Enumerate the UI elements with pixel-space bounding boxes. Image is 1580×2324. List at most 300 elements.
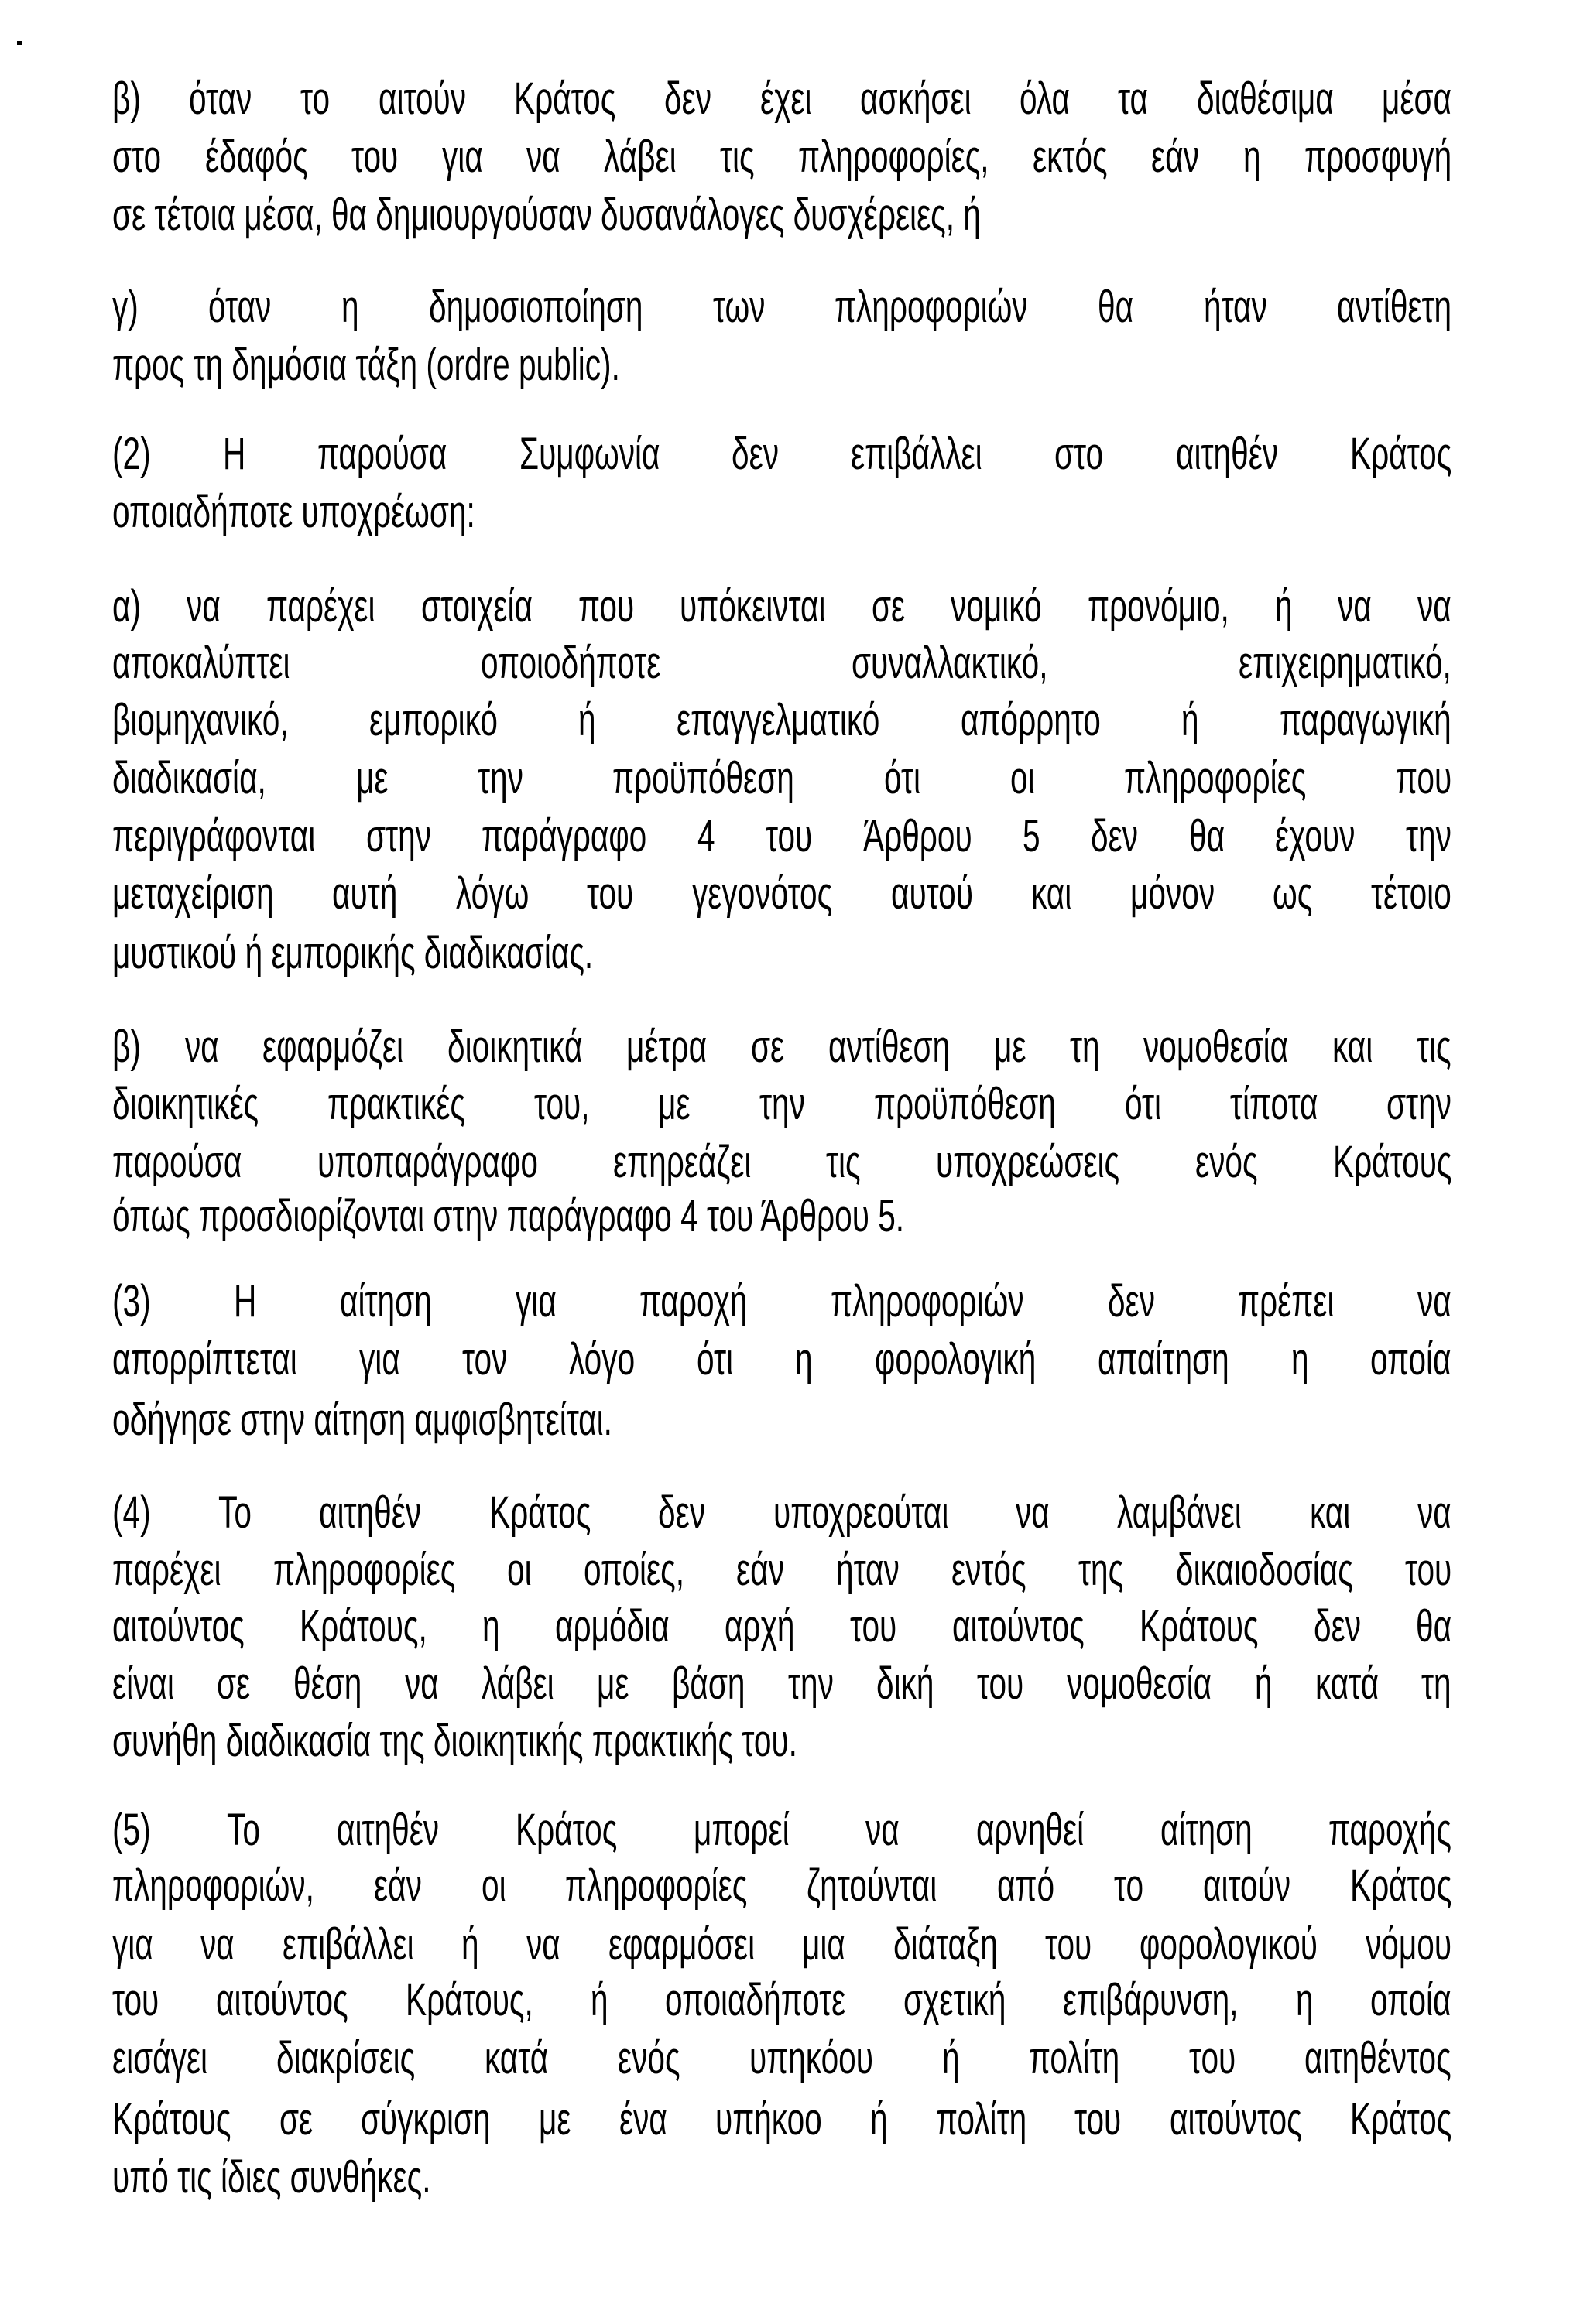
- word-glyphs: οποιοδήποτε: [481, 638, 661, 688]
- word: [619, 2093, 667, 2147]
- line-text: υπό τις ίδιες συνθήκες.: [112, 2152, 431, 2202]
- word: [1350, 1859, 1451, 1913]
- word-glyphs: απορρίπτεται: [112, 1334, 297, 1384]
- word: [327, 1077, 465, 1131]
- text-line: [112, 1486, 1451, 1540]
- word: [749, 2031, 873, 2086]
- word-glyphs: εάν: [736, 1545, 785, 1595]
- word: [773, 1486, 948, 1540]
- word: [1396, 751, 1451, 806]
- word-glyphs: τις: [826, 1137, 862, 1187]
- word-glyphs: σε: [871, 581, 905, 631]
- word-glyphs: τίποτα: [1229, 1079, 1318, 1129]
- word: [759, 1077, 805, 1131]
- word-glyphs: δεν: [1091, 811, 1139, 861]
- word-glyphs: είναι: [112, 1658, 174, 1709]
- word-glyphs: λάβει: [482, 1658, 554, 1709]
- word-glyphs: παράγραφο: [482, 811, 647, 861]
- word-glyphs: πρέπει: [1238, 1276, 1335, 1326]
- word-glyphs: τις: [1417, 1022, 1451, 1072]
- word-glyphs: επαγγελματικό: [677, 695, 880, 745]
- word: [200, 1918, 235, 1972]
- word-glyphs: και: [1309, 1487, 1350, 1538]
- word-glyphs: απόρρητο: [961, 695, 1101, 745]
- line-text: [112, 751, 1451, 806]
- word-glyphs: Κράτους: [1332, 1137, 1451, 1187]
- word: [720, 130, 755, 184]
- word-glyphs: Κράτος: [514, 74, 616, 124]
- word-glyphs: οι: [507, 1545, 532, 1595]
- word: [876, 1657, 934, 1711]
- word-glyphs: της: [1078, 1545, 1124, 1595]
- line-text: [112, 1600, 1451, 1654]
- word: [891, 867, 973, 921]
- word: [1078, 1543, 1123, 1597]
- word-glyphs: παρούσα: [317, 429, 447, 479]
- word-glyphs: λάβει: [604, 132, 677, 182]
- word-glyphs: αντίθετη: [1336, 282, 1451, 332]
- word: [482, 1859, 506, 1913]
- line-text: οποιαδήποτε υποχρέωση:: [112, 487, 475, 537]
- word-glyphs: βάση: [672, 1658, 745, 1709]
- text-line: [112, 2151, 1451, 2205]
- word-glyphs: διοικητικές: [112, 1079, 259, 1129]
- word-glyphs: ένα: [619, 2094, 667, 2144]
- word-glyphs: β): [112, 74, 141, 124]
- word: [976, 1803, 1084, 1857]
- text-line: [112, 751, 1451, 806]
- word: [936, 1135, 1119, 1189]
- word-glyphs: διάταξη: [893, 1919, 998, 1970]
- word-glyphs: σε: [750, 1022, 785, 1072]
- word: [1255, 1657, 1273, 1711]
- word: [977, 1657, 1023, 1711]
- word-glyphs: ενός: [1194, 1137, 1258, 1187]
- word: [374, 1859, 422, 1913]
- word-glyphs: πολίτη: [935, 2094, 1026, 2144]
- line-text: σε τέτοια μέσα, θα δημιουργούσαν δυσανάλογες δυσχέρειες, ή: [112, 190, 981, 240]
- word: [658, 1077, 690, 1131]
- word: [319, 1486, 421, 1540]
- word: [1203, 1859, 1290, 1913]
- word-glyphs: σε: [279, 2094, 313, 2144]
- word: [526, 130, 560, 184]
- word-glyphs: Κράτος: [1349, 2094, 1451, 2144]
- word-glyphs: Κράτους: [1139, 1601, 1259, 1651]
- word: [1371, 867, 1451, 921]
- word-glyphs: αιτούντος: [951, 1601, 1085, 1651]
- line-text: [112, 636, 1451, 690]
- word-glyphs: πληροφοριών: [831, 1276, 1024, 1326]
- word-glyphs: ή: [869, 2094, 888, 2144]
- text-line: [112, 1333, 1451, 1387]
- word: [1054, 427, 1103, 481]
- word-glyphs: επιβάλλει: [851, 429, 983, 479]
- word-glyphs: να: [187, 581, 221, 631]
- word: [112, 809, 315, 864]
- word: [112, 1333, 297, 1387]
- word: [1063, 1973, 1238, 2028]
- word-glyphs: τις: [720, 132, 755, 182]
- word: [604, 130, 677, 184]
- word-glyphs: μόνον: [1129, 868, 1215, 919]
- word: [112, 1859, 314, 1913]
- word-glyphs: διοικητικά: [447, 1022, 583, 1072]
- word: [1304, 2031, 1451, 2086]
- word-glyphs: προϋπόθεση: [612, 753, 795, 803]
- word-glyphs: οποία: [1370, 1975, 1451, 2025]
- word-glyphs: του,: [533, 1079, 590, 1129]
- word: [1176, 427, 1278, 481]
- word: [694, 1803, 790, 1857]
- word: [1181, 693, 1199, 748]
- word-glyphs: πληροφορίες: [1123, 753, 1307, 803]
- word-glyphs: παρέχει: [112, 1545, 221, 1595]
- word-glyphs: με: [597, 1658, 629, 1709]
- word-glyphs: του: [1074, 2094, 1122, 2144]
- word: [1238, 1275, 1334, 1329]
- word-glyphs: κατά: [1314, 1658, 1379, 1709]
- line-text: [112, 1918, 1451, 1972]
- line-text: [112, 72, 1451, 126]
- word: [276, 2031, 415, 2086]
- word-glyphs: γεγονότος: [692, 868, 833, 919]
- word: [112, 1135, 242, 1189]
- text-line: [112, 1714, 1451, 1768]
- word: [208, 280, 271, 334]
- word: [279, 2093, 313, 2147]
- word-glyphs: υποχρεούται: [773, 1487, 948, 1538]
- word: [482, 1600, 500, 1654]
- word-glyphs: οι: [481, 1860, 506, 1911]
- word-glyphs: θα: [1098, 282, 1134, 332]
- word-glyphs: δική: [876, 1658, 934, 1709]
- text-line: [112, 130, 1451, 184]
- word: [555, 1600, 670, 1654]
- word-glyphs: με: [355, 753, 388, 803]
- word: [1273, 867, 1312, 921]
- word-glyphs: εάν: [373, 1860, 422, 1911]
- line-text: όπως προσδιορίζονται στην παράγραφο 4 του Άρθρου 5.: [112, 1191, 905, 1241]
- line-text: [112, 693, 1451, 748]
- word: [736, 1543, 784, 1597]
- word-glyphs: μέτρα: [626, 1022, 708, 1072]
- word-glyphs: του: [977, 1658, 1024, 1709]
- text-line: [112, 1600, 1451, 1654]
- word: [112, 1543, 221, 1597]
- word: [1124, 751, 1306, 806]
- word-glyphs: δεν: [658, 1487, 706, 1538]
- text-line: [112, 280, 1451, 334]
- word: [1421, 1657, 1451, 1711]
- line-text: [112, 130, 1451, 184]
- line-text: συνήθη διαδικασία της διοικητικής πρακτικής του.: [112, 1716, 797, 1766]
- word: [217, 1657, 250, 1711]
- word: [406, 1973, 533, 2028]
- word: [578, 580, 634, 634]
- word-glyphs: μέσα: [1381, 74, 1451, 124]
- word-glyphs: να: [526, 132, 560, 182]
- word-glyphs: επηρεάζει: [612, 1137, 752, 1187]
- word-glyphs: Κράτος: [1349, 1860, 1451, 1911]
- word-glyphs: έδαφός: [204, 132, 308, 182]
- line-text: [112, 1486, 1451, 1540]
- word: [1310, 1486, 1350, 1540]
- word: [1098, 1333, 1229, 1387]
- word-glyphs: αρνηθεί: [975, 1805, 1084, 1855]
- text-line: [112, 1918, 1451, 1972]
- word-glyphs: πληροφορίες: [272, 1545, 456, 1595]
- word: [112, 1275, 151, 1329]
- word-glyphs: παροχή: [639, 1276, 748, 1326]
- word: [850, 1600, 896, 1654]
- text-line: [112, 338, 1451, 392]
- word-glyphs: Άρθρου: [862, 811, 972, 861]
- word-glyphs: η: [1290, 1334, 1309, 1384]
- word: [405, 1657, 439, 1711]
- word-glyphs: ενός: [617, 2033, 680, 2083]
- word-glyphs: στην: [1386, 1079, 1451, 1129]
- word-glyphs: φορολογική: [874, 1334, 1037, 1384]
- word: [828, 1020, 950, 1074]
- word-glyphs: μεταχείριση: [112, 868, 274, 919]
- word: [273, 1543, 455, 1597]
- word: [612, 751, 794, 806]
- word: [1170, 2093, 1302, 2147]
- word-glyphs: τα: [1118, 74, 1149, 124]
- word: [485, 2031, 548, 2086]
- word-glyphs: προσφυγή: [1304, 132, 1452, 182]
- word: [766, 809, 812, 864]
- word: [692, 867, 832, 921]
- word: [507, 1543, 532, 1597]
- word-glyphs: υπόκεινται: [680, 581, 826, 631]
- word-glyphs: οποίες,: [584, 1545, 685, 1595]
- word: [713, 280, 765, 334]
- word: [884, 751, 920, 806]
- word: [597, 1657, 629, 1711]
- word: [481, 636, 660, 690]
- word-glyphs: η: [1295, 1975, 1314, 2025]
- word: [421, 580, 533, 634]
- word-glyphs: εντός: [951, 1545, 1027, 1595]
- word: [489, 1486, 591, 1540]
- word: [1151, 130, 1199, 184]
- word: [1280, 693, 1451, 748]
- word-glyphs: αιτηθέντος: [1304, 2033, 1451, 2083]
- word: [482, 1657, 554, 1711]
- word-glyphs: επιχειρηματικό,: [1239, 638, 1452, 688]
- text-line: [112, 485, 1451, 539]
- word-glyphs: που: [578, 581, 634, 631]
- word: [112, 751, 266, 806]
- word: [1031, 867, 1071, 921]
- word-glyphs: αρχή: [725, 1601, 795, 1651]
- word-glyphs: του: [351, 132, 399, 182]
- word-glyphs: ως: [1273, 868, 1313, 919]
- word-glyphs: στοιχεία: [420, 581, 533, 631]
- word: [851, 427, 982, 481]
- word-glyphs: δεν: [1107, 1276, 1155, 1326]
- word-glyphs: αιτηθέν: [337, 1805, 440, 1855]
- word-glyphs: την: [787, 1658, 834, 1709]
- word: [112, 1600, 245, 1654]
- word: [478, 751, 523, 806]
- word-glyphs: λόγο: [568, 1334, 636, 1384]
- word-glyphs: για: [441, 132, 483, 182]
- word-glyphs: κατά: [485, 2033, 549, 2083]
- word: [852, 636, 1048, 690]
- word-glyphs: Κράτους,: [300, 1601, 427, 1651]
- word: [112, 580, 141, 634]
- word: [539, 2093, 571, 2147]
- word: [361, 2093, 491, 2147]
- line-text: μυστικού ή εμπορικής διαδικασίας.: [112, 928, 594, 978]
- word: [300, 72, 330, 126]
- word: [1197, 72, 1334, 126]
- word-glyphs: φορολογικού: [1140, 1919, 1318, 1970]
- word: [482, 809, 646, 864]
- word-glyphs: την: [759, 1079, 805, 1129]
- word-glyphs: στο: [112, 132, 162, 182]
- word-glyphs: αυτού: [890, 868, 973, 919]
- word-glyphs: ή: [1254, 1658, 1273, 1709]
- word-glyphs: Η: [234, 1276, 257, 1326]
- word: [369, 693, 498, 748]
- word: [1070, 1020, 1100, 1074]
- word-glyphs: ή: [461, 1919, 479, 1970]
- word-glyphs: η: [1242, 132, 1261, 182]
- word-glyphs: ή: [1181, 695, 1199, 745]
- word-glyphs: ότι: [1124, 1079, 1161, 1129]
- word: [680, 580, 825, 634]
- word: [534, 1077, 590, 1131]
- word-glyphs: ότι: [883, 753, 920, 803]
- word: [1315, 1657, 1379, 1711]
- word: [1405, 1543, 1451, 1597]
- word: [1033, 130, 1108, 184]
- word: [725, 1600, 794, 1654]
- word-glyphs: του: [1045, 1919, 1092, 1970]
- word: [1366, 1918, 1451, 1972]
- word-glyphs: επιβάλλει: [282, 1919, 414, 1970]
- word: [461, 1918, 479, 1972]
- word: [760, 72, 812, 126]
- word: [860, 72, 972, 126]
- word-glyphs: αποκαλύπτει: [112, 638, 290, 688]
- word-glyphs: (4): [112, 1487, 151, 1538]
- line-text: [112, 1803, 1451, 1857]
- word-glyphs: εάν: [1151, 132, 1200, 182]
- word: [1275, 809, 1355, 864]
- word: [266, 580, 375, 634]
- word: [1328, 1803, 1451, 1857]
- word-glyphs: ζητούνται: [807, 1860, 937, 1911]
- word: [865, 1803, 900, 1857]
- word: [1275, 580, 1293, 634]
- word: [356, 751, 388, 806]
- word-glyphs: διακρίσεις: [276, 2033, 416, 2083]
- word-glyphs: με: [539, 2094, 571, 2144]
- word: [379, 72, 466, 126]
- word: [340, 1275, 432, 1329]
- word-glyphs: στο: [1054, 429, 1104, 479]
- word: [234, 1275, 256, 1329]
- word: [587, 867, 633, 921]
- word: [807, 1859, 937, 1913]
- word: [1114, 1859, 1143, 1913]
- word-glyphs: του: [766, 811, 813, 861]
- word-glyphs: όταν: [189, 74, 252, 124]
- word: [1416, 1600, 1451, 1654]
- word: [112, 2031, 207, 2086]
- word-glyphs: να: [1417, 1487, 1451, 1538]
- word-glyphs: αιτηθέν: [319, 1487, 422, 1538]
- word: [732, 427, 779, 481]
- word: [1239, 636, 1451, 690]
- word-glyphs: έχει: [759, 74, 812, 124]
- word: [337, 1803, 439, 1857]
- word: [874, 1077, 1056, 1131]
- word: [1117, 1486, 1242, 1540]
- word: [1417, 1275, 1451, 1329]
- word-glyphs: οι: [1009, 753, 1035, 803]
- text-line: [112, 2093, 1451, 2147]
- word-glyphs: θέση: [293, 1658, 362, 1709]
- word: [112, 693, 289, 748]
- word-glyphs: του: [1404, 1545, 1451, 1595]
- word-glyphs: τη: [1421, 1658, 1451, 1709]
- word: [1091, 809, 1138, 864]
- word-glyphs: αιτούν: [378, 74, 466, 124]
- word-glyphs: να: [404, 1658, 439, 1709]
- word: [798, 130, 989, 184]
- word-glyphs: αιτούντος: [112, 1601, 245, 1651]
- word: [189, 72, 252, 126]
- word: [519, 427, 660, 481]
- word: [677, 693, 879, 748]
- word: [893, 1918, 998, 1972]
- word-glyphs: ήταν: [836, 1545, 900, 1595]
- word: [1338, 580, 1372, 634]
- word: [1140, 1918, 1318, 1972]
- line-text: [112, 280, 1451, 334]
- word: [112, 1486, 151, 1540]
- word-glyphs: 4: [697, 811, 715, 861]
- text-line: [112, 427, 1451, 481]
- word: [715, 2093, 822, 2147]
- word-glyphs: νομοθεσία: [1143, 1022, 1289, 1072]
- word-glyphs: αιτηθέν: [1175, 429, 1278, 479]
- word: [1195, 1135, 1258, 1189]
- word-glyphs: όταν: [208, 282, 272, 332]
- word: [639, 1275, 747, 1329]
- word: [112, 130, 161, 184]
- word-glyphs: εφαρμόσει: [608, 1919, 755, 1970]
- word-glyphs: α): [112, 581, 142, 631]
- word: [802, 1918, 845, 1972]
- word: [216, 1973, 348, 2028]
- word: [870, 2093, 888, 2147]
- text-line: [112, 1803, 1451, 1857]
- word-glyphs: εκτός: [1033, 132, 1108, 182]
- word-glyphs: τη: [1070, 1022, 1100, 1072]
- text-line: [112, 926, 1451, 981]
- word-glyphs: γ): [112, 282, 139, 332]
- word: [442, 130, 483, 184]
- word-glyphs: εισάγει: [112, 2033, 208, 2083]
- word: [1291, 1333, 1309, 1387]
